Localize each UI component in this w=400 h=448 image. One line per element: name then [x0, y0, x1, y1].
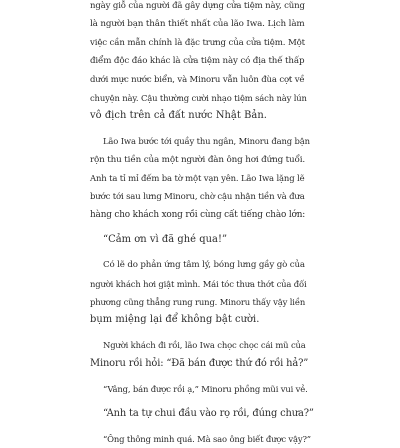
text-line: điểm độc đáo khác là cửa tiệm này có địa thế thấp	[90, 56, 305, 67]
text-line: “Anh ta tự chui đầu vào rọ rồi, đúng chưa?”	[103, 407, 314, 419]
paragraph-8	[90, 430, 314, 448]
text-line: phương cũng thẳng rung rung. Minoru thấy vậy liền	[90, 296, 306, 307]
page-body-text	[90, 0, 314, 448]
paragraph-4	[90, 256, 314, 330]
text-line: là người bạn thân thiết nhất của lão Iwa. Lịch làm	[90, 19, 305, 30]
text-line: Lão Iwa bước tới quầy thu ngân, Minoru đang bận	[103, 136, 310, 147]
text-line: vô địch trên cả đất nước Nhật Bản.	[90, 110, 267, 122]
text-line: dưới mực nước biển, và Minoru vẫn luôn đùa cợt về	[90, 74, 305, 85]
text-line: ngày giỗ của người đã gây dựng cửa tiệm này, cũng	[90, 1, 305, 11]
text-line: việc cần mẫn chính là đặc trưng của cửa tiệm. Một	[90, 37, 305, 48]
text-line: Anh ta tỉ mỉ đếm ba tờ một vạn yên. Lão Iwa lặng lẽ	[90, 173, 305, 184]
paragraph-6	[90, 380, 314, 398]
text-line: chuyện này. Cậu thường cười nhạo tiệm sách này lún	[90, 92, 307, 103]
text-line: hàng cho khách xong rồi cùng cất tiếng chào lớn:	[90, 209, 306, 220]
text-line: Có lẽ do phản ứng tâm lý, bóng lưng gầy gò của	[103, 260, 305, 271]
text-line: Người khách đi rồi, lão Iwa chọc chọc cái mũ của	[103, 340, 306, 351]
text-line: “Ông thông minh quá. Mà sao ông biết được vậy?”	[103, 434, 311, 445]
text-line: “Vâng, bán được rồi ạ,” Minoru phồng mũi vui vẻ.	[103, 383, 308, 394]
text-line: bụm miệng lại để không bật cười.	[90, 314, 260, 326]
paragraph-5	[90, 336, 314, 373]
paragraph-3	[90, 231, 314, 249]
text-line: người khách hơi giật mình. Mái tóc thưa thớt của đối	[90, 278, 307, 289]
text-line: rộn thu tiền của một người đàn ông hơi đứng tuổi.	[90, 154, 306, 165]
text-line: Minoru rồi hỏi: “Đã bán được thứ đó rồi hả?”	[90, 357, 309, 369]
paragraph-7	[90, 405, 314, 423]
paragraph-2	[90, 132, 314, 224]
paragraph-1	[90, 0, 314, 126]
text-line: “Cảm ơn vì đã ghé qua!”	[103, 234, 228, 246]
text-line: bước tới sau lưng Minoru, chờ cậu nhận tiền và đưa	[90, 191, 305, 202]
